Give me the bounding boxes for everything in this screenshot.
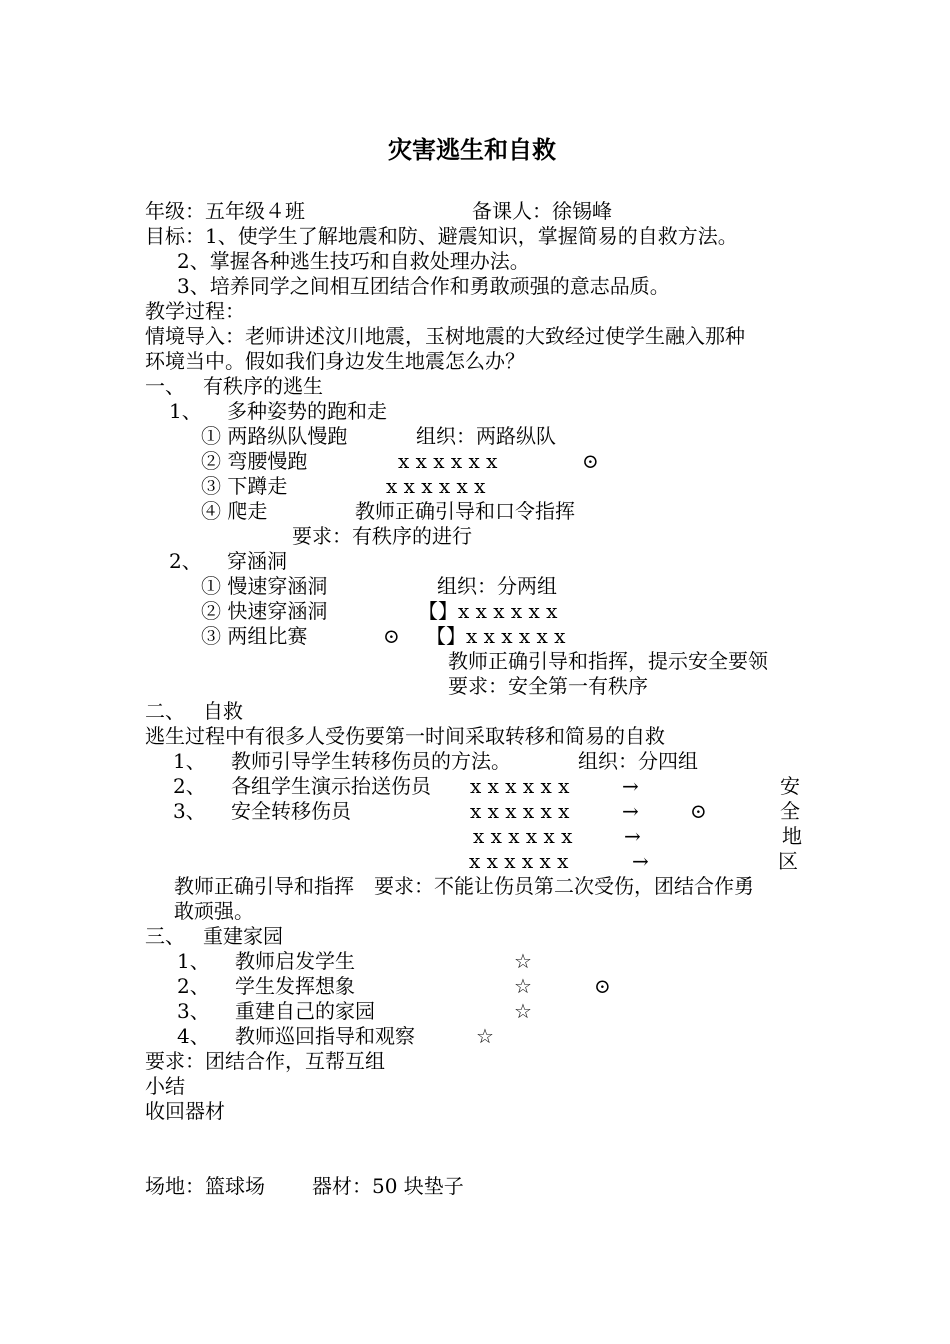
part3-item-1: 教师启发学生 <box>235 949 355 973</box>
star-icon-3: ☆ <box>514 999 532 1023</box>
part1-sub2-requirement: 要求：安全第一有秩序 <box>448 674 648 698</box>
part2-item-1: 教师引导学生转移伤员的方法。 <box>231 749 511 773</box>
part3-item-3: 重建自己的家园 <box>235 999 375 1023</box>
summary-line: 小结 <box>145 1074 185 1098</box>
part3-item-1-number: 1、 <box>177 949 210 973</box>
part1-sub2-item-2: ② 快速穿涵洞 <box>201 599 328 623</box>
part1-item-2: ② 弯腰慢跑 <box>201 449 308 473</box>
goal-1: 目标：1、使学生了解地震和防、避震知识，掌握简易的自救方法。 <box>145 224 738 248</box>
part1-sub2-item-3: ③ 两组比赛 <box>201 624 308 648</box>
grade-line: 年级：五年级４班 <box>145 199 305 223</box>
part2-heading: 自救 <box>203 699 243 723</box>
tunnel-row-1: 【】x x x x x x <box>418 599 558 623</box>
intro-line-2: 环境当中。假如我们身边发生地震怎么办？ <box>145 349 525 373</box>
part1-sub1-number: 1、 <box>169 399 202 423</box>
part1-sub2-number: 2、 <box>169 549 202 573</box>
document-title: 灾害逃生和自救 <box>388 135 556 164</box>
part1-sub2-guidance: 教师正确引导和指挥，提示安全要领 <box>448 649 768 673</box>
part3-item-3-number: 3、 <box>177 999 210 1023</box>
safe-zone-char-1: 安 <box>780 774 800 798</box>
tunnel-row-2: 【】x x x x x x <box>426 624 566 648</box>
part3-number: 三、 <box>145 924 185 948</box>
safe-zone-char-2: 全 <box>780 799 800 823</box>
part3-item-2-number: 2、 <box>177 974 210 998</box>
arrow-right-icon-1: → <box>622 774 639 798</box>
part1-item-3: ③ 下蹲走 <box>201 474 288 498</box>
part3-item-2: 学生发挥想象 <box>235 974 355 998</box>
part2-item-2-number: 2、 <box>173 774 206 798</box>
preparer-line: 备课人：徐锡峰 <box>472 199 612 223</box>
part3-item-4: 教师巡回指导和观察 <box>235 1024 415 1048</box>
part1-organization: 组织：两路纵队 <box>416 424 556 448</box>
goal-3: 3、培养同学之间相互团结合作和勇敢顽强的意志品质。 <box>177 274 670 298</box>
teacher-position-icon-4: ⊙ <box>594 974 611 998</box>
part2-intro: 逃生过程中有很多人受伤要第一时间采取转移和简易的自救 <box>145 724 665 748</box>
part1-item-4: ④ 爬走 <box>201 499 268 523</box>
part2-organization: 组织：分四组 <box>578 749 698 773</box>
part2-footer-1: 教师正确引导和指挥 要求：不能让伤员第二次受伤，团结合作勇 <box>174 874 754 898</box>
part1-heading: 有秩序的逃生 <box>203 374 323 398</box>
part3-heading: 重建家园 <box>203 924 283 948</box>
part1-guidance: 教师正确引导和口令指挥 <box>355 499 575 523</box>
part2-footer-2: 敢顽强。 <box>174 899 254 923</box>
safe-zone-char-3: 地 <box>782 824 802 848</box>
part1-sub2-item-1: ① 慢速穿涵洞 <box>201 574 328 598</box>
part1-item-1: ① 两路纵队慢跑 <box>201 424 348 448</box>
part3-item-4-number: 4、 <box>177 1024 210 1048</box>
group-row-3: x x x x x x <box>473 824 573 848</box>
process-label: 教学过程： <box>145 299 245 323</box>
part1-number: 一、 <box>145 374 185 398</box>
star-icon-1: ☆ <box>514 949 532 973</box>
part1-requirement: 要求：有秩序的进行 <box>292 524 472 548</box>
goal-2: 2、掌握各种逃生技巧和自救处理办法。 <box>177 249 530 273</box>
group-row-1: x x x x x x <box>470 774 570 798</box>
part2-item-3-number: 3、 <box>173 799 206 823</box>
arrow-right-icon-2: → <box>622 799 639 823</box>
formation-row-1: x x x x x x <box>398 449 498 473</box>
part1-sub1-title: 多种姿势的跑和走 <box>227 399 387 423</box>
collect-equipment-line: 收回器材 <box>145 1099 225 1123</box>
venue-line: 场地：篮球场 <box>145 1174 265 1198</box>
group-row-2: x x x x x x <box>470 799 570 823</box>
part2-item-3: 安全转移伤员 <box>231 799 351 823</box>
star-icon-2: ☆ <box>514 974 532 998</box>
part1-sub2-organization: 组织：分两组 <box>437 574 557 598</box>
arrow-right-icon-4: → <box>632 849 649 873</box>
intro-line-1: 情境导入：老师讲述汶川地震，玉树地震的大致经过使学生融入那种 <box>145 324 745 348</box>
teacher-position-icon-2: ⊙ <box>383 624 400 648</box>
part3-requirement: 要求：团结合作，互帮互组 <box>145 1049 385 1073</box>
teacher-position-icon-3: ⊙ <box>690 799 707 823</box>
star-icon-4: ☆ <box>476 1024 494 1048</box>
part1-sub2-title: 穿涵洞 <box>227 549 287 573</box>
part2-number: 二、 <box>145 699 185 723</box>
arrow-right-icon-3: → <box>624 824 641 848</box>
equipment-line: 器材：50 块垫子 <box>312 1174 464 1198</box>
group-row-4: x x x x x x <box>469 849 569 873</box>
teacher-position-icon: ⊙ <box>582 449 599 473</box>
safe-zone-char-4: 区 <box>778 849 798 873</box>
part2-item-2: 各组学生演示抬送伤员 <box>231 774 431 798</box>
formation-row-2: x x x x x x <box>386 474 486 498</box>
part2-item-1-number: 1、 <box>173 749 206 773</box>
